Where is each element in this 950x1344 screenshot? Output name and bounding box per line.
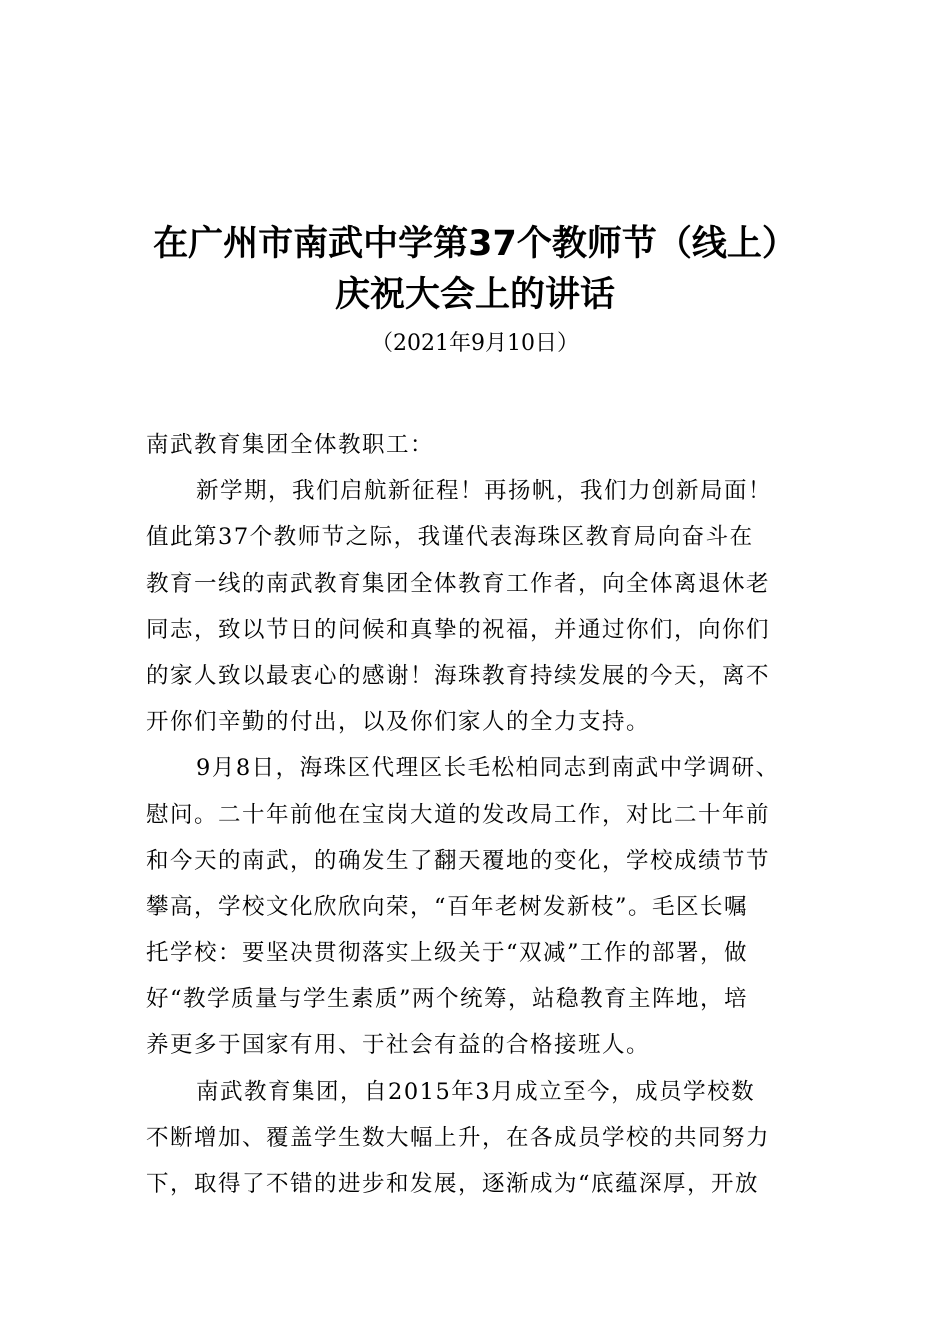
body-line: 南武教育集团，自2015年3月成立至今，成员学校数 <box>196 1078 756 1105</box>
body-line: 新学期，我们启航新征程！再扬帆，我们力创新局面！ <box>196 478 773 505</box>
body-line: 下，取得了不错的进步和发展，逐渐成为“底蕴深厚，开放 <box>146 1171 760 1197</box>
body-line: 养更多于国家有用、于社会有益的合格接班人。 <box>146 1032 651 1059</box>
speech-title-line-1: 在广州市南武中学第37个教师节（线上） <box>153 224 797 264</box>
body-line: 同志，致以节日的问候和真挚的祝福，并通过你们，向你们 <box>146 616 771 643</box>
speech-body <box>146 422 816 1207</box>
body-line: 不断增加、覆盖学生数大幅上升，在各成员学校的共同努力 <box>146 1124 771 1151</box>
body-line: 好“教学质量与学生素质”两个统筹，站稳教育主阵地，培 <box>146 986 749 1013</box>
body-line: 托学校：要坚决贯彻落实上级关于“双减”工作的部署，做 <box>146 940 749 967</box>
body-line: 和今天的南武，的确发生了翻天覆地的变化，学校成绩节节 <box>146 847 771 874</box>
body-line: 慰问。二十年前他在宝岗大道的发改局工作，对比二十年前 <box>146 801 771 828</box>
body-line: 值此第37个教师节之际，我谨代表海珠区教育局向奋斗在 <box>146 524 754 551</box>
speech-date: （2021年9月10日） <box>371 331 579 356</box>
body-line: 的家人致以最衷心的感谢！海珠教育持续发展的今天，离不 <box>146 662 771 689</box>
body-line: 教育一线的南武教育集团全体教育工作者，向全体离退休老 <box>146 570 771 597</box>
body-line: 9月8日，海珠区代理区长毛松柏同志到南武中学调研、 <box>196 755 780 782</box>
speech-title-line-2: 庆祝大会上的讲话 <box>334 275 615 315</box>
body-line: 攀高，学校文化欣欣向荣，“百年老树发新枝”。毛区长嘱 <box>146 893 749 920</box>
salutation-line: 南武教育集团全体教职工： <box>146 432 435 458</box>
body-line: 开你们辛勤的付出，以及你们家人的全力支持。 <box>146 709 651 736</box>
